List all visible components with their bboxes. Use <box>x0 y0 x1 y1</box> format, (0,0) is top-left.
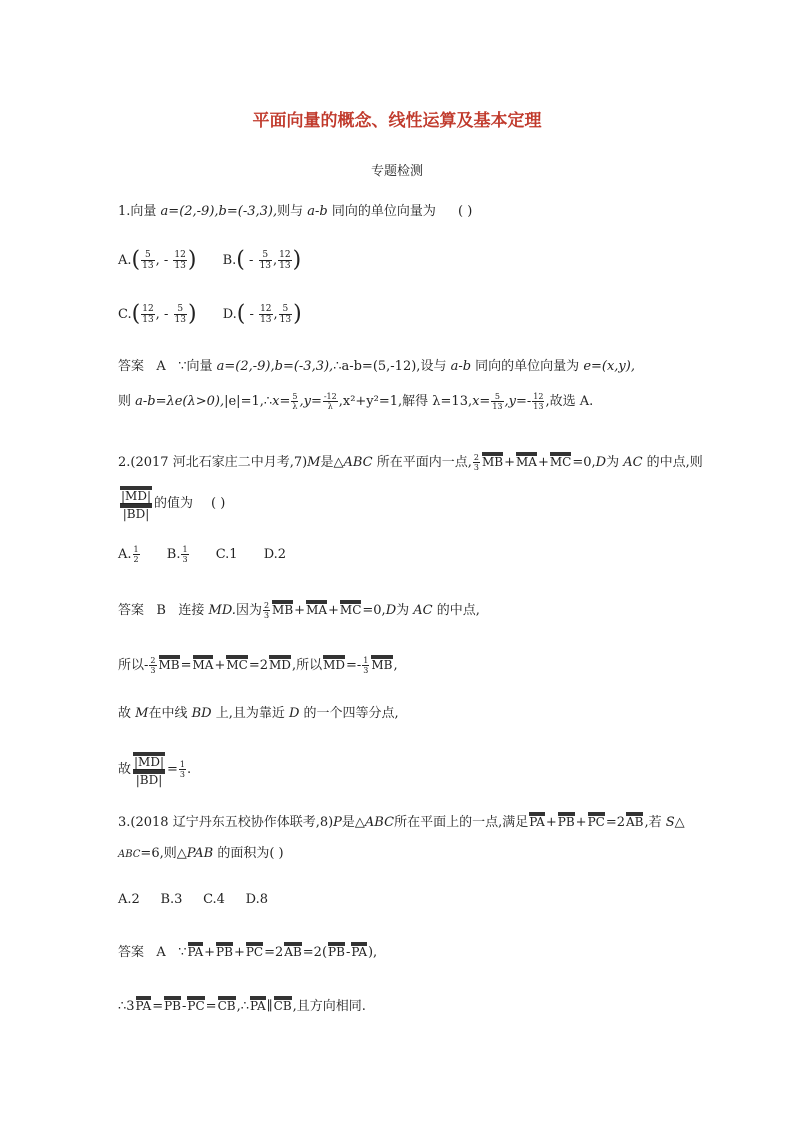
text: = <box>167 762 178 777</box>
question-1-options-ab <box>118 247 714 273</box>
answer-1-line-1 <box>118 357 714 377</box>
answer-2-line-1 <box>118 600 714 621</box>
text: 连接 <box>178 603 209 618</box>
text: 的中点,则 <box>642 455 703 470</box>
text: - <box>345 945 351 960</box>
vector-pa: PA <box>351 942 367 959</box>
text: e=(x,y), <box>583 359 635 374</box>
text: a-b=λe(λ>0), <box>135 394 225 409</box>
text: , <box>155 307 160 322</box>
vector-mc: MC <box>550 452 571 469</box>
text: + <box>575 815 587 830</box>
text: MD. <box>208 603 236 618</box>
text: ) <box>187 301 197 327</box>
text: A. <box>118 547 132 562</box>
text: ) <box>187 247 197 273</box>
text: =0, <box>362 603 386 618</box>
text: , <box>155 253 160 268</box>
text: 3 <box>179 770 186 779</box>
question-3-line-2 <box>118 844 714 865</box>
text: 13 <box>260 315 272 325</box>
text: 的值为 <box>154 496 194 511</box>
vector-mb: MB <box>482 452 503 469</box>
answer-1-line-2 <box>118 392 714 412</box>
text: =6,则△ <box>140 846 187 861</box>
text: AC <box>413 603 433 618</box>
text: 3 <box>182 555 188 564</box>
text: 在中线 <box>148 706 192 721</box>
text: 为 <box>396 603 414 618</box>
text: + <box>504 455 515 470</box>
text: 3 <box>263 611 270 620</box>
text: =- <box>346 658 362 673</box>
text: - <box>163 253 169 268</box>
text: 5 <box>292 392 298 401</box>
text: 13 <box>279 261 291 271</box>
text: |e|=1,∴ <box>224 394 273 409</box>
text: 是△ <box>341 815 365 830</box>
text: 13 <box>142 315 154 325</box>
vector-md: MD <box>269 655 291 672</box>
text: =0, <box>572 455 596 470</box>
text: 12 <box>142 304 154 314</box>
text: 同向的单位向量为 <box>327 204 436 219</box>
page-subtitle: 专题检测 <box>370 164 423 179</box>
answer-2-line-3 <box>118 704 714 724</box>
text: A. <box>118 253 132 268</box>
text: 1 <box>182 545 188 554</box>
text: a-b <box>307 204 328 219</box>
text: 的面积为( ) <box>213 846 284 861</box>
text: + <box>233 945 245 960</box>
text: 12 <box>260 304 272 314</box>
vector-mb: MB <box>371 655 392 672</box>
text: 1 <box>133 545 139 554</box>
text: 12 <box>279 250 291 260</box>
text: 2 <box>473 453 479 462</box>
text: 5 <box>174 304 187 315</box>
answer-label: 答案 <box>118 603 145 618</box>
text: = <box>180 658 192 673</box>
option-d <box>222 301 302 327</box>
text: 13 <box>492 402 503 411</box>
text: △ <box>674 815 685 830</box>
text: 1 <box>363 656 369 665</box>
ratio-numerator: |MD| <box>133 752 165 770</box>
answer-label: 答案 <box>118 945 145 960</box>
text: 3 <box>150 666 156 675</box>
text: 2 <box>133 555 139 564</box>
text: a-b <box>450 359 472 374</box>
question-2 <box>118 452 714 473</box>
text: 13 <box>259 261 272 271</box>
question-3-line-1 <box>118 812 714 833</box>
ratio-denominator: |BD| <box>133 770 165 787</box>
vector-mb: MB <box>159 655 180 672</box>
text: 上,且为靠近 <box>211 706 289 721</box>
text: a=(2,-9), <box>216 359 275 374</box>
text: ) <box>293 301 302 327</box>
text: 则 <box>118 394 136 409</box>
vector-pa: PA <box>529 812 545 829</box>
option-a <box>118 547 141 562</box>
answer-choice: B <box>156 603 166 618</box>
text: = <box>152 999 164 1014</box>
text: ( <box>236 301 246 327</box>
text: - <box>249 253 254 268</box>
text: ( <box>236 247 245 273</box>
text: + <box>537 455 549 470</box>
text: 因为 <box>235 603 262 618</box>
text: ) <box>292 247 302 273</box>
option-c <box>118 301 197 327</box>
page-title: 平面向量的概念、线性运算及基本定理 <box>252 111 542 131</box>
text: M <box>307 455 321 470</box>
text: , <box>273 253 278 268</box>
vector-pa: PA <box>188 942 204 959</box>
vector-mc: MC <box>340 600 361 617</box>
answer-paren: ( ) <box>458 204 473 219</box>
vector-pc: PC <box>187 996 204 1013</box>
text: M <box>135 706 149 721</box>
text: D <box>288 706 300 721</box>
text: 13 <box>533 402 544 411</box>
vector-mb: MB <box>272 600 293 617</box>
text: ∴3 <box>118 999 135 1014</box>
option-d: D.2 <box>263 547 287 562</box>
text: 则与 <box>277 204 308 219</box>
answer-2-line-2 <box>118 655 714 676</box>
text: - <box>182 999 187 1014</box>
text: x= <box>272 394 291 409</box>
text: 同向的单位向量为 <box>471 359 584 374</box>
question-1-options-cd <box>118 301 714 327</box>
answer-paren: ( ) <box>211 496 226 511</box>
text: 所在平面内一点, <box>372 455 472 470</box>
text: =2( <box>302 945 328 960</box>
text: + <box>204 945 216 960</box>
text: a=(2,-9), <box>160 204 219 219</box>
text: ,故选 A. <box>545 394 594 409</box>
text: ABC <box>343 455 373 470</box>
answer-3-line-1 <box>118 942 714 963</box>
text: 设与 <box>420 359 451 374</box>
text: 3 <box>363 666 369 675</box>
text: ,x²+y²=1,解得 λ=13, <box>338 394 473 409</box>
text: D <box>595 455 607 470</box>
text: P <box>333 815 342 830</box>
ratio-denominator: |BD| <box>120 504 152 521</box>
text: x= <box>472 394 491 409</box>
text: B. <box>222 253 237 268</box>
option-b <box>222 247 302 273</box>
text: 5 <box>141 250 154 261</box>
option-a <box>118 247 197 273</box>
text: BD <box>191 706 212 721</box>
text: -12 <box>323 392 337 401</box>
answer-choice: A <box>156 359 166 374</box>
option-c: C.1 <box>215 547 238 562</box>
text: ∴a-b=(5,-12), <box>333 359 421 374</box>
text: 13 <box>174 261 186 271</box>
text: ( <box>131 247 141 273</box>
text: λ <box>292 402 298 411</box>
vector-pb: PB <box>164 996 181 1013</box>
vector-pc: PC <box>246 942 263 959</box>
question-1 <box>118 202 714 222</box>
text: C. <box>118 307 132 322</box>
text: ABC <box>364 815 395 830</box>
text: 故 <box>118 706 136 721</box>
text: ,所以 <box>291 658 323 673</box>
answer-2-line-4 <box>118 752 714 787</box>
text: 的一个四等分点, <box>299 706 399 721</box>
option-b <box>167 547 190 562</box>
text: B. <box>166 547 181 562</box>
text: + <box>328 603 339 618</box>
text: ∵ <box>178 945 187 960</box>
text: + <box>545 815 557 830</box>
ratio-numerator: |MD| <box>120 486 152 504</box>
vector-pa: PA <box>250 996 266 1013</box>
text: AC <box>623 455 643 470</box>
text: 5 <box>259 250 272 261</box>
vector-pa: PA <box>136 996 152 1013</box>
text: =2 <box>605 815 625 830</box>
text: ∵向量 <box>178 359 217 374</box>
text: ,∴ <box>236 999 249 1014</box>
vector-ma: MA <box>193 655 214 672</box>
text: , <box>273 307 278 322</box>
text: D. <box>222 307 237 322</box>
text: =2 <box>264 945 284 960</box>
text: b=(-3,3), <box>218 204 278 219</box>
text: , <box>393 658 398 673</box>
text: 13 <box>142 261 154 271</box>
vector-pb: PB <box>558 812 575 829</box>
text: 所以- <box>118 658 149 673</box>
vector-ab: AB <box>626 812 643 829</box>
text: ,若 <box>644 815 666 830</box>
text: = <box>205 999 217 1014</box>
text: D <box>385 603 397 618</box>
vector-pc: PC <box>588 812 605 829</box>
text: 5 <box>279 304 292 315</box>
text: 12 <box>533 392 544 401</box>
text: 3 <box>473 463 479 472</box>
vector-pb: PB <box>328 942 345 959</box>
answer-3-line-2 <box>118 996 714 1017</box>
text: 1.向量 <box>118 204 161 219</box>
text: ), <box>367 945 378 960</box>
question-2-options <box>118 545 714 565</box>
vector-pb: PB <box>216 942 233 959</box>
vector-cb: CB <box>274 996 292 1013</box>
text: 13 <box>174 315 186 325</box>
text: ABC <box>118 849 141 860</box>
vector-ma: MA <box>306 600 327 617</box>
text: 2 <box>150 656 156 665</box>
text: - <box>249 307 254 322</box>
text: 2 <box>263 601 270 610</box>
vector-mc: MC <box>226 655 247 672</box>
text: S <box>665 815 675 830</box>
text: 为 <box>606 455 624 470</box>
text: b=(-3,3), <box>274 359 334 374</box>
text: ,且方向相同. <box>292 999 366 1014</box>
text: 1 <box>179 760 186 769</box>
answer-label: 答案 <box>118 359 145 374</box>
text: + <box>214 658 226 673</box>
text: + <box>294 603 306 618</box>
vector-md: MD <box>323 655 345 672</box>
vector-ab: AB <box>284 942 301 959</box>
text: 是△ <box>320 455 344 470</box>
text: 5 <box>491 392 503 402</box>
text: PAB <box>186 846 214 861</box>
answer-choice: A <box>156 945 166 960</box>
text: ∥ <box>266 999 273 1014</box>
vector-ma: MA <box>516 452 537 469</box>
text: - <box>163 307 169 322</box>
text: ( <box>131 301 141 327</box>
question-3-options: A.2 B.3 C.4 D.8 <box>118 892 268 907</box>
text: 的中点, <box>432 603 480 618</box>
text: 3.(2018 辽宁丹东五校协作体联考,8) <box>118 815 334 830</box>
text: 2.(2017 河北石家庄二中月考,7) <box>118 455 308 470</box>
text: ,y= <box>299 394 322 409</box>
text: λ <box>327 402 333 411</box>
text: =2 <box>248 658 269 673</box>
question-2-ratio <box>118 486 714 521</box>
text: ,y=- <box>504 394 532 409</box>
text: 故 <box>118 762 132 777</box>
text: . <box>187 762 192 777</box>
vector-cb: CB <box>218 996 236 1013</box>
text: 所在平面上的一点,满足 <box>394 815 529 830</box>
text: 12 <box>174 250 186 260</box>
text: 13 <box>279 315 292 325</box>
